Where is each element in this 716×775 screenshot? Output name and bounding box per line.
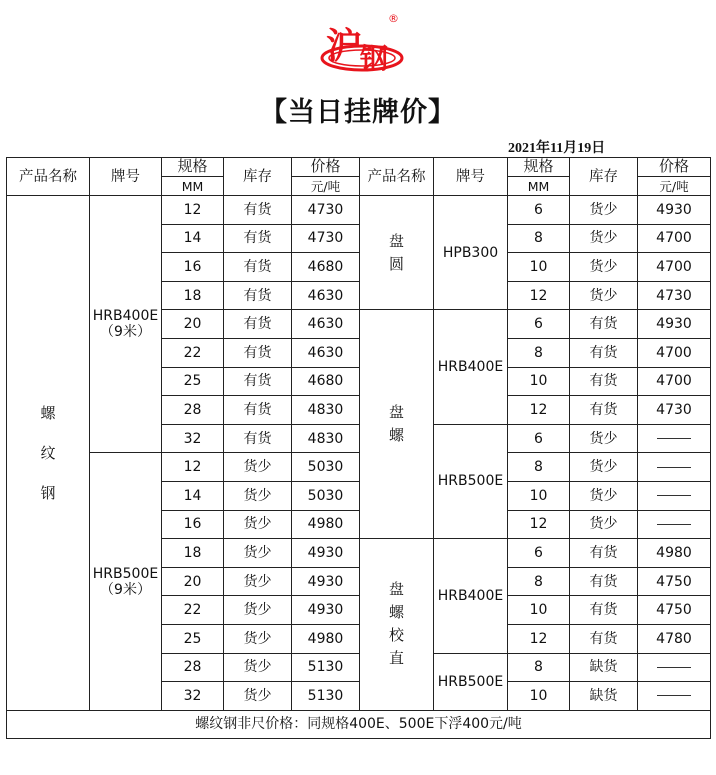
- spec-cell-right: 10: [508, 596, 570, 625]
- stock-cell-right: 有货: [570, 396, 638, 425]
- stock-cell-right: 货少: [570, 424, 638, 453]
- spec-cell-right: 8: [508, 224, 570, 253]
- spec-cell-right: 8: [508, 453, 570, 482]
- stock-cell: 有货: [224, 396, 292, 425]
- table-row: [7, 196, 711, 225]
- no-price-dash: [657, 695, 691, 696]
- no-price-dash: [657, 467, 691, 468]
- spec-cell: 20: [162, 567, 224, 596]
- product-name-right: 盘 螺 校 直: [360, 539, 434, 711]
- price-cell: 5130: [292, 682, 360, 711]
- grade-cell-right: HRB500E: [434, 424, 508, 538]
- grade-cell-right: HRB500E: [434, 653, 508, 710]
- stock-cell-right: 货少: [570, 453, 638, 482]
- spec-cell: 18: [162, 539, 224, 568]
- stock-cell: 货少: [224, 682, 292, 711]
- price-cell: 4630: [292, 338, 360, 367]
- spec-cell: 18: [162, 281, 224, 310]
- spec-cell: 22: [162, 596, 224, 625]
- grade-cell: HRB400E （9米）: [90, 196, 162, 453]
- stock-cell: 有货: [224, 367, 292, 396]
- spec-cell-right: 6: [508, 539, 570, 568]
- spec-cell-right: 12: [508, 510, 570, 539]
- spec-cell: 32: [162, 682, 224, 711]
- stock-cell: 货少: [224, 624, 292, 653]
- header-grade-right: 牌号: [434, 158, 508, 196]
- svg-text:钢: 钢: [360, 42, 389, 75]
- stock-cell-right: 有货: [570, 338, 638, 367]
- price-cell-right: 4780: [638, 624, 711, 653]
- header-stock-right: 库存: [570, 158, 638, 196]
- stock-cell: 货少: [224, 539, 292, 568]
- stock-cell-right: 货少: [570, 481, 638, 510]
- price-cell: 4730: [292, 196, 360, 225]
- stock-cell-right: 货少: [570, 196, 638, 225]
- price-cell-right: 4700: [638, 338, 711, 367]
- table-row: [7, 453, 711, 482]
- stock-cell-right: 有货: [570, 624, 638, 653]
- spec-cell: 28: [162, 653, 224, 682]
- spec-cell: 16: [162, 253, 224, 282]
- spec-cell-right: 6: [508, 424, 570, 453]
- product-name-rebar: 螺 纹 钢: [7, 196, 90, 711]
- price-cell: 4630: [292, 310, 360, 339]
- stock-cell-right: 缺货: [570, 653, 638, 682]
- stock-cell: 货少: [224, 453, 292, 482]
- spec-cell-right: 12: [508, 624, 570, 653]
- spec-cell-right: 6: [508, 310, 570, 339]
- stock-cell-right: 有货: [570, 310, 638, 339]
- no-price-dash: [657, 438, 691, 439]
- header-price-right: 价格 元/吨: [638, 158, 711, 196]
- price-cell: 4680: [292, 367, 360, 396]
- price-cell: 4830: [292, 424, 360, 453]
- price-cell-right: [638, 481, 711, 510]
- spec-cell-right: 6: [508, 196, 570, 225]
- stock-cell: 货少: [224, 481, 292, 510]
- price-cell: 4630: [292, 281, 360, 310]
- header-price: 价格 元/吨: [292, 158, 360, 196]
- stock-cell-right: 有货: [570, 596, 638, 625]
- stock-cell-right: 货少: [570, 253, 638, 282]
- price-cell-right: 4700: [638, 253, 711, 282]
- page-title: 【当日挂牌价】: [260, 97, 456, 128]
- spec-cell-right: 8: [508, 567, 570, 596]
- grade-cell-right: HRB400E: [434, 310, 508, 424]
- spec-cell: 12: [162, 196, 224, 225]
- no-price-dash: [657, 667, 691, 668]
- price-cell: 4830: [292, 396, 360, 425]
- spec-cell-right: 10: [508, 367, 570, 396]
- price-cell-right: 4750: [638, 567, 711, 596]
- stock-cell-right: 缺货: [570, 682, 638, 711]
- stock-cell: 有货: [224, 338, 292, 367]
- price-cell-right: [638, 510, 711, 539]
- price-cell-right: 4930: [638, 196, 711, 225]
- price-cell-right: [638, 453, 711, 482]
- stock-cell-right: 有货: [570, 567, 638, 596]
- spec-cell: 25: [162, 367, 224, 396]
- spec-cell-right: 10: [508, 682, 570, 711]
- spec-cell: 16: [162, 510, 224, 539]
- price-table: [6, 157, 711, 739]
- footer-note: 螺纹钢非尺价格：同规格400E、500E下浮400元/吨: [7, 710, 711, 739]
- stock-cell: 货少: [224, 596, 292, 625]
- header-spec-right: 规格 MM: [508, 158, 570, 196]
- stock-cell-right: 货少: [570, 510, 638, 539]
- no-price-dash: [657, 495, 691, 496]
- stock-cell-right: 有货: [570, 367, 638, 396]
- no-price-dash: [657, 524, 691, 525]
- price-cell: 5030: [292, 481, 360, 510]
- price-cell-right: 4730: [638, 396, 711, 425]
- price-cell-right: 4930: [638, 310, 711, 339]
- table-header-row: [7, 158, 711, 196]
- price-cell-right: [638, 682, 711, 711]
- spec-cell-right: 10: [508, 253, 570, 282]
- stock-cell: 有货: [224, 224, 292, 253]
- header-grade: 牌号: [90, 158, 162, 196]
- spec-cell: 25: [162, 624, 224, 653]
- company-logo: [318, 8, 410, 78]
- price-cell: 4730: [292, 224, 360, 253]
- registered-mark: ®: [388, 12, 399, 25]
- price-cell-right: 4980: [638, 539, 711, 568]
- stock-cell: 有货: [224, 310, 292, 339]
- price-cell: 4680: [292, 253, 360, 282]
- header-product-name: 产品名称: [7, 158, 90, 196]
- spec-cell-right: 12: [508, 281, 570, 310]
- header-stock: 库存: [224, 158, 292, 196]
- product-name-right: 盘 螺: [360, 310, 434, 539]
- price-cell: 5130: [292, 653, 360, 682]
- spec-cell-right: 8: [508, 338, 570, 367]
- grade-cell-right: HPB300: [434, 196, 508, 310]
- price-cell: 4980: [292, 624, 360, 653]
- header-product-name-right: 产品名称: [360, 158, 434, 196]
- spec-cell-right: 8: [508, 653, 570, 682]
- price-cell-right: 4750: [638, 596, 711, 625]
- stock-cell-right: 货少: [570, 224, 638, 253]
- stock-cell: 有货: [224, 253, 292, 282]
- spec-cell: 32: [162, 424, 224, 453]
- stock-cell: 有货: [224, 281, 292, 310]
- stock-cell: 货少: [224, 567, 292, 596]
- price-cell-right: [638, 424, 711, 453]
- stock-cell: 有货: [224, 424, 292, 453]
- stock-cell-right: 有货: [570, 539, 638, 568]
- spec-cell-right: 10: [508, 481, 570, 510]
- stock-cell: 货少: [224, 653, 292, 682]
- price-cell-right: [638, 653, 711, 682]
- price-cell: 4980: [292, 510, 360, 539]
- price-date: 2021年11月19日: [508, 141, 606, 156]
- spec-cell: 20: [162, 310, 224, 339]
- price-cell-right: 4700: [638, 224, 711, 253]
- stock-cell-right: 货少: [570, 281, 638, 310]
- stock-cell: 有货: [224, 196, 292, 225]
- header-spec: 规格 MM: [162, 158, 224, 196]
- price-cell: 4930: [292, 596, 360, 625]
- stock-cell: 货少: [224, 510, 292, 539]
- footer-row: [7, 710, 711, 739]
- grade-cell-right: HRB400E: [434, 539, 508, 653]
- spec-cell: 14: [162, 224, 224, 253]
- price-cell-right: 4700: [638, 367, 711, 396]
- price-cell-right: 4730: [638, 281, 711, 310]
- price-cell: 4930: [292, 539, 360, 568]
- grade-cell: HRB500E （9米）: [90, 453, 162, 710]
- price-cell: 4930: [292, 567, 360, 596]
- spec-cell: 22: [162, 338, 224, 367]
- spec-cell: 28: [162, 396, 224, 425]
- product-name-right: 盘 圆: [360, 196, 434, 310]
- spec-cell: 14: [162, 481, 224, 510]
- price-cell: 5030: [292, 453, 360, 482]
- spec-cell-right: 12: [508, 396, 570, 425]
- svg-text:沪: 沪: [326, 26, 363, 67]
- spec-cell: 12: [162, 453, 224, 482]
